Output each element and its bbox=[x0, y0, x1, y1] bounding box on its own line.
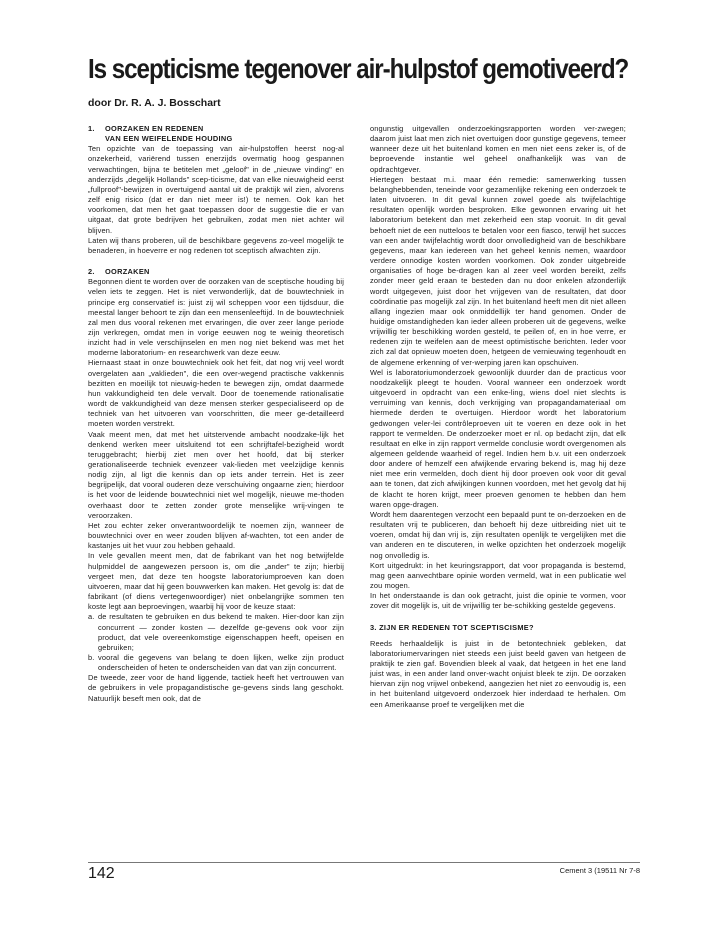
section-1-heading-line1: OORZAKEN EN REDENEN bbox=[105, 124, 204, 133]
section-2-number: 2. bbox=[88, 267, 95, 277]
paragraph: Ten opzichte van de toepassing van air-hulpstoffen heerst nog-al onzekerheid, variërend tussen enerzijds overmatig hoog gespannen verwachtingen, bijna te betitelen met „geloof" in de „nieuwe vinding" en anderzijds „degelijk Hollands" scep-ticisme, dat van elke nieuwigheid eerst „fullproof"-bewijzen in overtuigend aantal uit de praktijk wil zien, alvorens zelf enig risico (dat er dan niet meer is!) te nemen. Ook kan het voorkomen, dat men het gaat toepassen door de suggestie die er van uitgaat, dat grote bedrijven het gebruiken, zodat men niet achter wil blijven. bbox=[88, 144, 344, 235]
paragraph: Hiernaast staat in onze bouwtechniek ook het feit, dat nog vrij veel wordt overgelaten aan „vaklieden", die een over-wegend practische vakkennis bezitten en moeilijk tot nieuwig-heden te bewegen zijn, omdat daarmede hun vakkundigheid ten dele vervalt. Door de toenemende rationalisatie wordt de vakkundigheid van deze mensen sterker gespecialiseerd op de techniek van het uitvoeren van voorschritten, die meer ge-detailleerd moeten worden verstrekt. bbox=[88, 358, 344, 429]
paragraph: Kort uitgedrukt: in het keuringsrapport, dat voor propaganda is bestemd, mag geen aanvechtbare opinie worden vermeld, wat in een publicatie wel zou mogen. bbox=[370, 560, 626, 591]
paragraph: ongunstig uitgevallen onderzoekingsrapporten worden ver-zwegen; daarom juist laat men zich niet overtuigen door gunstige gegevens, temeer wanneer deze uit het buitenland komen en men niet eens zeker is, of de beproevende instantie wel geheel onafhankelijk was van de opdrachtgever. bbox=[370, 124, 626, 174]
list-item-text: de resultaten te gebruiken en dus bekend te maken. Hier-door kan zijn concurrent — zonder kosten — dezelfde ge-gevens ook voor zijn product, dat vele overeenkomstige eigenschappen heeft, opeisen en gebruiken; bbox=[98, 612, 344, 652]
paragraph: Laten wij thans proberen, uil de beschikbare gegevens zo-veel mogelijk te benaderen, in hoeverre er nog redenen tot sceptisch afwachten zijn. bbox=[88, 235, 344, 255]
journal-reference: Cement 3 (19511 Nr 7-8 bbox=[559, 866, 640, 875]
list-item bbox=[88, 653, 344, 673]
paragraph: Begonnen dient te worden over de oorzaken van de sceptische houding bij velen iets te zeggen. Het is niet verwonderlijk, dat de bouwtechniek in principe erg conservatief is: juist zij wil scheppen voor een tijdsduur, die meestal langer behoort te zijn dan een mensenleeftijd. In de bouwtechniek zal men dus vooral rekenen met ervaringen, die over zeer lange periode zijn verkregen, omdat men in vorige eeuwen nog te weinig theoretisch inzicht had in vele verschijnselen en men nog niet bekend was met het moderne laboratorium- en researchwerk van deze eeuw. bbox=[88, 277, 344, 358]
right-column bbox=[370, 124, 626, 710]
paragraph: Hiertegen bestaat m.i. maar één remedie: samenwerking tussen belanghebbenden, teneinde voor gezamenlijke rekening een onderzoek te laten uitvoeren. In dit geval kunnen zowel goede als twijfelachtige resultaten openlijk worden besproken. Elke gewonnen ervaring uit het laboratorium betekent dan met zekerheid een stap vooruit. In dit geval behoeft niet de een nutteloos te betalen voor een fiasco, terwijl het succes van een ander twijfelachtig wordt door onvolledigheid van de beschikbare gegevens, maar kan iedereen van het geheel kennis nemen, waardoor verdere onnodige kosten worden voorkomen. Ook zonder uitgebreide organisaties of hoge be-dragen kan al zeer veel worden bereikt, zelfs zonder meer geld eraan te besteden dan nu door enkelen afzonderlijk wordt uitgegeven, juist door het vrijgeven van de resultaten, dat door coördinatie pas mogelijk zal zijn. In het buitenland heeft men dit niet alleen allang ingezien maar ook onmiddellijk ter hand genomen. Onder de huidige omstandigheden kan ieder alleen proberen uit de gegevens, welke vrijwillig ter beschikking worden gesteld, te peilen of, en in hoe verre, er redenen zijn te weifelen aan de meest optimistische berichten. Ieder voor zich zal dat opnieuw moeten doen, hetgeen de vernieuwing tegenhoudt en de algemene erkenning of ver-werping jaren kan opschuiven. bbox=[370, 174, 626, 367]
list-item bbox=[88, 612, 344, 653]
paragraph: Reeds herhaaldelijk is juist in de betontechniek gebleken, dat laboratoriumervaringen niet steeds een juist beeld gaven van hetgeen de praktijk te zien gaf. Bovendien bleek al vaak, dat hetgeen in het ene land juist was, in een ander land onver-wacht onjuist bleek te zijn. De oorzaken hiervan zijn nog vrijwel onbekend, aangezien het niet zo eenvoudig is, een in het buitenland uitgevoerd onderzoek hier inderdaad te herhalen. Om een Amerikaanse proef te vergelijken met die bbox=[370, 638, 626, 709]
section-2-heading bbox=[88, 267, 344, 277]
paragraph: In vele gevallen meent men, dat de fabrikant van het nog betwijfelde hulpmiddel de aangewezen persoon is, om die „ander" te zijn; hierbij vergeet men, dat deze ten hoogste laboratoriumproeven kan doen uitvoeren, maar dat hij geen bouwwerken kan maken. Het gevolg is: dat de fabrikant (of diens vertegenwoordiger) niet onbelangrijke sommen ten koste legt aan beproevingen, waarbij hij voor de keuze staat: bbox=[88, 551, 344, 612]
paragraph: De tweede, zeer voor de hand liggende, tactiek heeft het vertrouwen van de gebruikers in vele propagandistische ge-gevens sinds lang geschokt. Natuurlijk beseft men ook, dat de bbox=[88, 673, 344, 703]
section-1-number: 1. bbox=[88, 124, 95, 133]
paragraph: Wordt hem daarentegen verzocht een bepaald punt te on-derzoeken en de resultaten vrij te publiceren, dan behoeft hij deze uitbreiding niet uit te voeren, omdat hij dan vrij is, zijn resultaten openlijk te vergelijken met die van anderen en te discuteren, in welke opzichten het onderzoek mogelijk nog onvolledig is. bbox=[370, 509, 626, 560]
paragraph: In het onderstaande is dan ook getracht, juist die opinie te vormen, voor zover dit mogelijk is, uit de vrijwillig ter be-schikking gestelde gegevens. bbox=[370, 591, 626, 611]
list-item-label: a. bbox=[88, 612, 95, 622]
paragraph: Vaak meent men, dat met het uitstervende ambacht noodzake-lijk het denkend werken meer uitsluitend tot een schrijftafel-bezigheid wordt teruggebracht; hierbij ziet men over het hoofd, dat bij sterker gerationaliseerde techniek evenzeer vak-lieden met veelzijdige kennis nodig zijn, al ligt die kennis dan op iets ander terrein. Het is zeer begrijpelijk, dat vooral ouderen deze verschuiving ongaarne zien; hierdoor is het voor de leidende bouwtechnici niet wel mogelijk, nieuwe me-thoden overhaast door te zetten zonder grote menselijke wrij-vingen te veroorzaken. bbox=[88, 429, 344, 520]
list-item-text: vooral die gegevens van belang te doen lijken, welke zijn product onderscheiden of heten te onderscheiden van dat van zijn concurrent. bbox=[98, 652, 344, 673]
article-title: Is scepticisme tegenover air-hulpstof gemotiveerd? bbox=[88, 53, 629, 84]
footer-rule bbox=[88, 862, 640, 863]
paragraph: Het zou echter zeker onverantwoordelijk te noemen zijn, wanneer de bouwtechnici over en weer zouden blijven af-wachten, tot een ander de kastanjes uit het vuur zou hebben gehaald. bbox=[88, 520, 344, 551]
left-column bbox=[88, 124, 344, 704]
section-1-heading-line2: VAN EEN WEIFELENDE HOUDING bbox=[105, 134, 233, 144]
section-3-heading: 3. ZIJN ER REDENEN TOT SCEPTISCISME? bbox=[370, 622, 534, 632]
list-item-label: b. bbox=[88, 652, 95, 662]
author-line: door Dr. R. A. J. Bosschart bbox=[88, 97, 221, 109]
section-2-heading-text: OORZAKEN bbox=[105, 267, 150, 277]
section-1-heading bbox=[88, 124, 344, 134]
page-number: 142 bbox=[88, 865, 115, 882]
paragraph: Wel is laboratoriumonderzoek gewoonlijk duurder dan de practicus voor noodzakelijk pleegt te houden. Vooral wanneer een onderzoek wordt uitgevoerd in opdracht van een enke-ling, wiens doel niet slechts is verruiming van kennis, doch verkrijging van propagandamateriaal om hiermede derden te overtuigen. Hierdoor wordt het laboratorium gedwongen veler-lei contrôleproeven uit te voeren en deze ook in het rapport te vermelden. De onderzoeker moet er nl. op bedacht zijn, dat elk resultaat en elke in zijn rapport vermelde conclusie wordt overgenomen als algemeen geldende waarheid of regel. Indien hem b.v. uit een onderzoek door andere of hemzelf een afwijkende ervaring bekend is, mag hij deze niet mee erin vermelden, doch dient hij door proeven ook voor dit geval aan te tonen, dat zich afwijkingen kunnen voordoen, met het gevolg dat hij de klacht te horen krijgt, meer proeven genomen te hebben dan hem waren opge-dragen. bbox=[370, 367, 626, 509]
